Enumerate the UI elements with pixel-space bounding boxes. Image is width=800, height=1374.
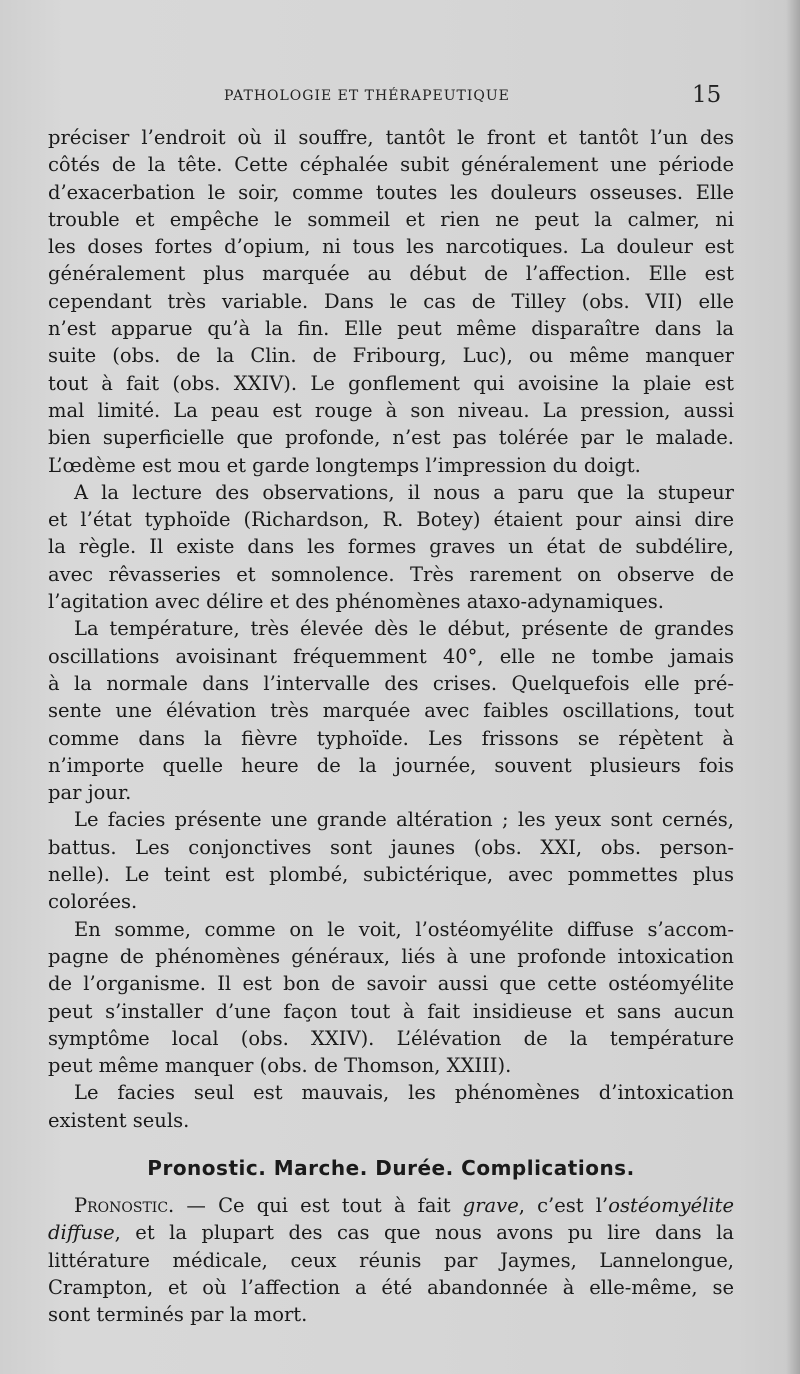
page-edge-shadow [786, 0, 800, 1374]
text-line: l’agitation avec délire et des phénomènes ataxo-adynamiques. [48, 590, 664, 614]
page-number: 15 [692, 82, 722, 108]
text-line: pagne de phénomènes généraux, liés à une profonde intoxication [48, 944, 734, 968]
emphasis-grave: grave [462, 1193, 519, 1217]
paragraph-2 [48, 479, 734, 615]
text-line: généralement plus marquée au début de l’affection. Elle est [48, 262, 734, 286]
text-line: comme dans la fièvre typhoïde. Les frissons se répètent à [48, 726, 734, 750]
text-line: de l’organisme. Il est bon de savoir aussi que cette ostéomyélite [48, 972, 734, 996]
running-head [0, 82, 800, 112]
text-line: suite (obs. de la Clin. de Fribourg, Luc), ou même manquer [48, 344, 734, 368]
text-line: existent seuls. [48, 1108, 190, 1132]
text-line: battus. Les conjonctives sont jaunes (obs. XXI, obs. person- [48, 835, 734, 859]
text-line: peut même manquer (obs. de Thomson, XXIII). [48, 1054, 512, 1078]
section-heading: Pronostic. Marche. Durée. Complications. [147, 1155, 635, 1180]
body-text [48, 124, 734, 1328]
text-line: n’est apparue qu’à la fin. Elle peut même disparaître dans la [48, 317, 734, 341]
text-line [48, 1192, 734, 1219]
paragraph-5 [48, 916, 734, 1080]
text-line: L’œdème est mou et garde longtemps l’impression du doigt. [48, 453, 641, 477]
text-line: colorées. [48, 890, 138, 914]
text-line: bien superficielle que profonde, n’est pas tolérée par le malade. [48, 426, 734, 450]
text-line: avec rêvasseries et somnolence. Très rarement on observe de [48, 562, 734, 586]
text-line: cependant très variable. Dans le cas de Tilley (obs. VII) elle [48, 289, 734, 313]
text-line [48, 1219, 734, 1246]
run-in-label: Pronostic. [74, 1193, 175, 1217]
running-title: PATHOLOGIE ET THÉRAPEUTIQUE [224, 88, 510, 104]
text-line: n’importe quelle heure de la journée, souvent plusieurs fois [48, 753, 734, 777]
text-line: la règle. Il existe dans les formes graves un état de subdélire, [48, 535, 734, 559]
text-line: Le facies présente une grande altération ; les yeux sont cernés, [74, 808, 734, 832]
text-run: , et la plupart des cas que nous avons pu lire dans la [114, 1221, 734, 1245]
text-line: symptôme local (obs. XXIV). L’élévation de la température [48, 1026, 734, 1050]
text-run: — Ce qui est tout à fait [174, 1193, 463, 1217]
emphasis-diffuse: diffuse [48, 1221, 115, 1245]
text-line: trouble et empêche le sommeil et rien ne peut la calmer, ni [48, 207, 734, 231]
text-run: , c’est l’ [518, 1193, 609, 1217]
text-line: littérature médicale, ceux réunis par Jaymes, Lannelongue, [48, 1248, 734, 1272]
text-line: En somme, comme on le voit, l’ostéomyélite diffuse s’accom- [74, 917, 734, 941]
text-line: mal limité. La peau est rouge à son niveau. La pression, aussi [48, 398, 734, 422]
text-line: côtés de la tête. Cette céphalée subit généralement une période [48, 153, 734, 177]
text-line: La température, très élevée dès le début, présente de grandes [74, 617, 734, 641]
text-line: Le facies seul est mauvais, les phénomènes d’intoxication [74, 1081, 734, 1105]
paragraph-1 [48, 124, 734, 479]
text-line: sente une élévation très marquée avec faibles oscillations, tout [48, 699, 734, 723]
text-line: nelle). Le teint est plombé, subictérique, avec pommettes plus [48, 863, 734, 887]
text-line: à la normale dans l’intervalle des crises. Quelquefois elle pré- [48, 671, 734, 695]
text-line: par jour. [48, 781, 132, 805]
text-line: Crampton, et où l’affection a été abandonnée à elle-même, se [48, 1275, 734, 1299]
text-line: peut s’installer d’une façon tout à fait insidieuse et sans aucun [48, 999, 734, 1023]
paragraph-6 [48, 1079, 734, 1134]
text-line: les doses fortes d’opium, ni tous les narcotiques. La douleur est [48, 235, 734, 259]
paragraph-pronostic [48, 1192, 734, 1328]
text-line: préciser l’endroit où il souffre, tantôt le front et tantôt l’un des [48, 126, 734, 149]
emphasis-osteomyelite: ostéomyélite [608, 1193, 734, 1217]
text-line: d’exacerbation le soir, comme toutes les douleurs osseuses. Elle [48, 180, 734, 204]
text-line: sont terminés par la mort. [48, 1303, 308, 1327]
text-line: tout à fait (obs. XXIV). Le gonflement qui avoisine la plaie est [48, 371, 734, 395]
text-line: oscillations avoisinant fréquemment 40°, elle ne tombe jamais [48, 644, 734, 668]
paragraph-4 [48, 806, 734, 915]
paragraph-3 [48, 615, 734, 806]
text-line: A la lecture des observations, il nous a paru que la stupeur [74, 480, 734, 504]
text-line: et l’état typhoïde (Richardson, R. Botey) étaient pour ainsi dire [48, 508, 734, 532]
